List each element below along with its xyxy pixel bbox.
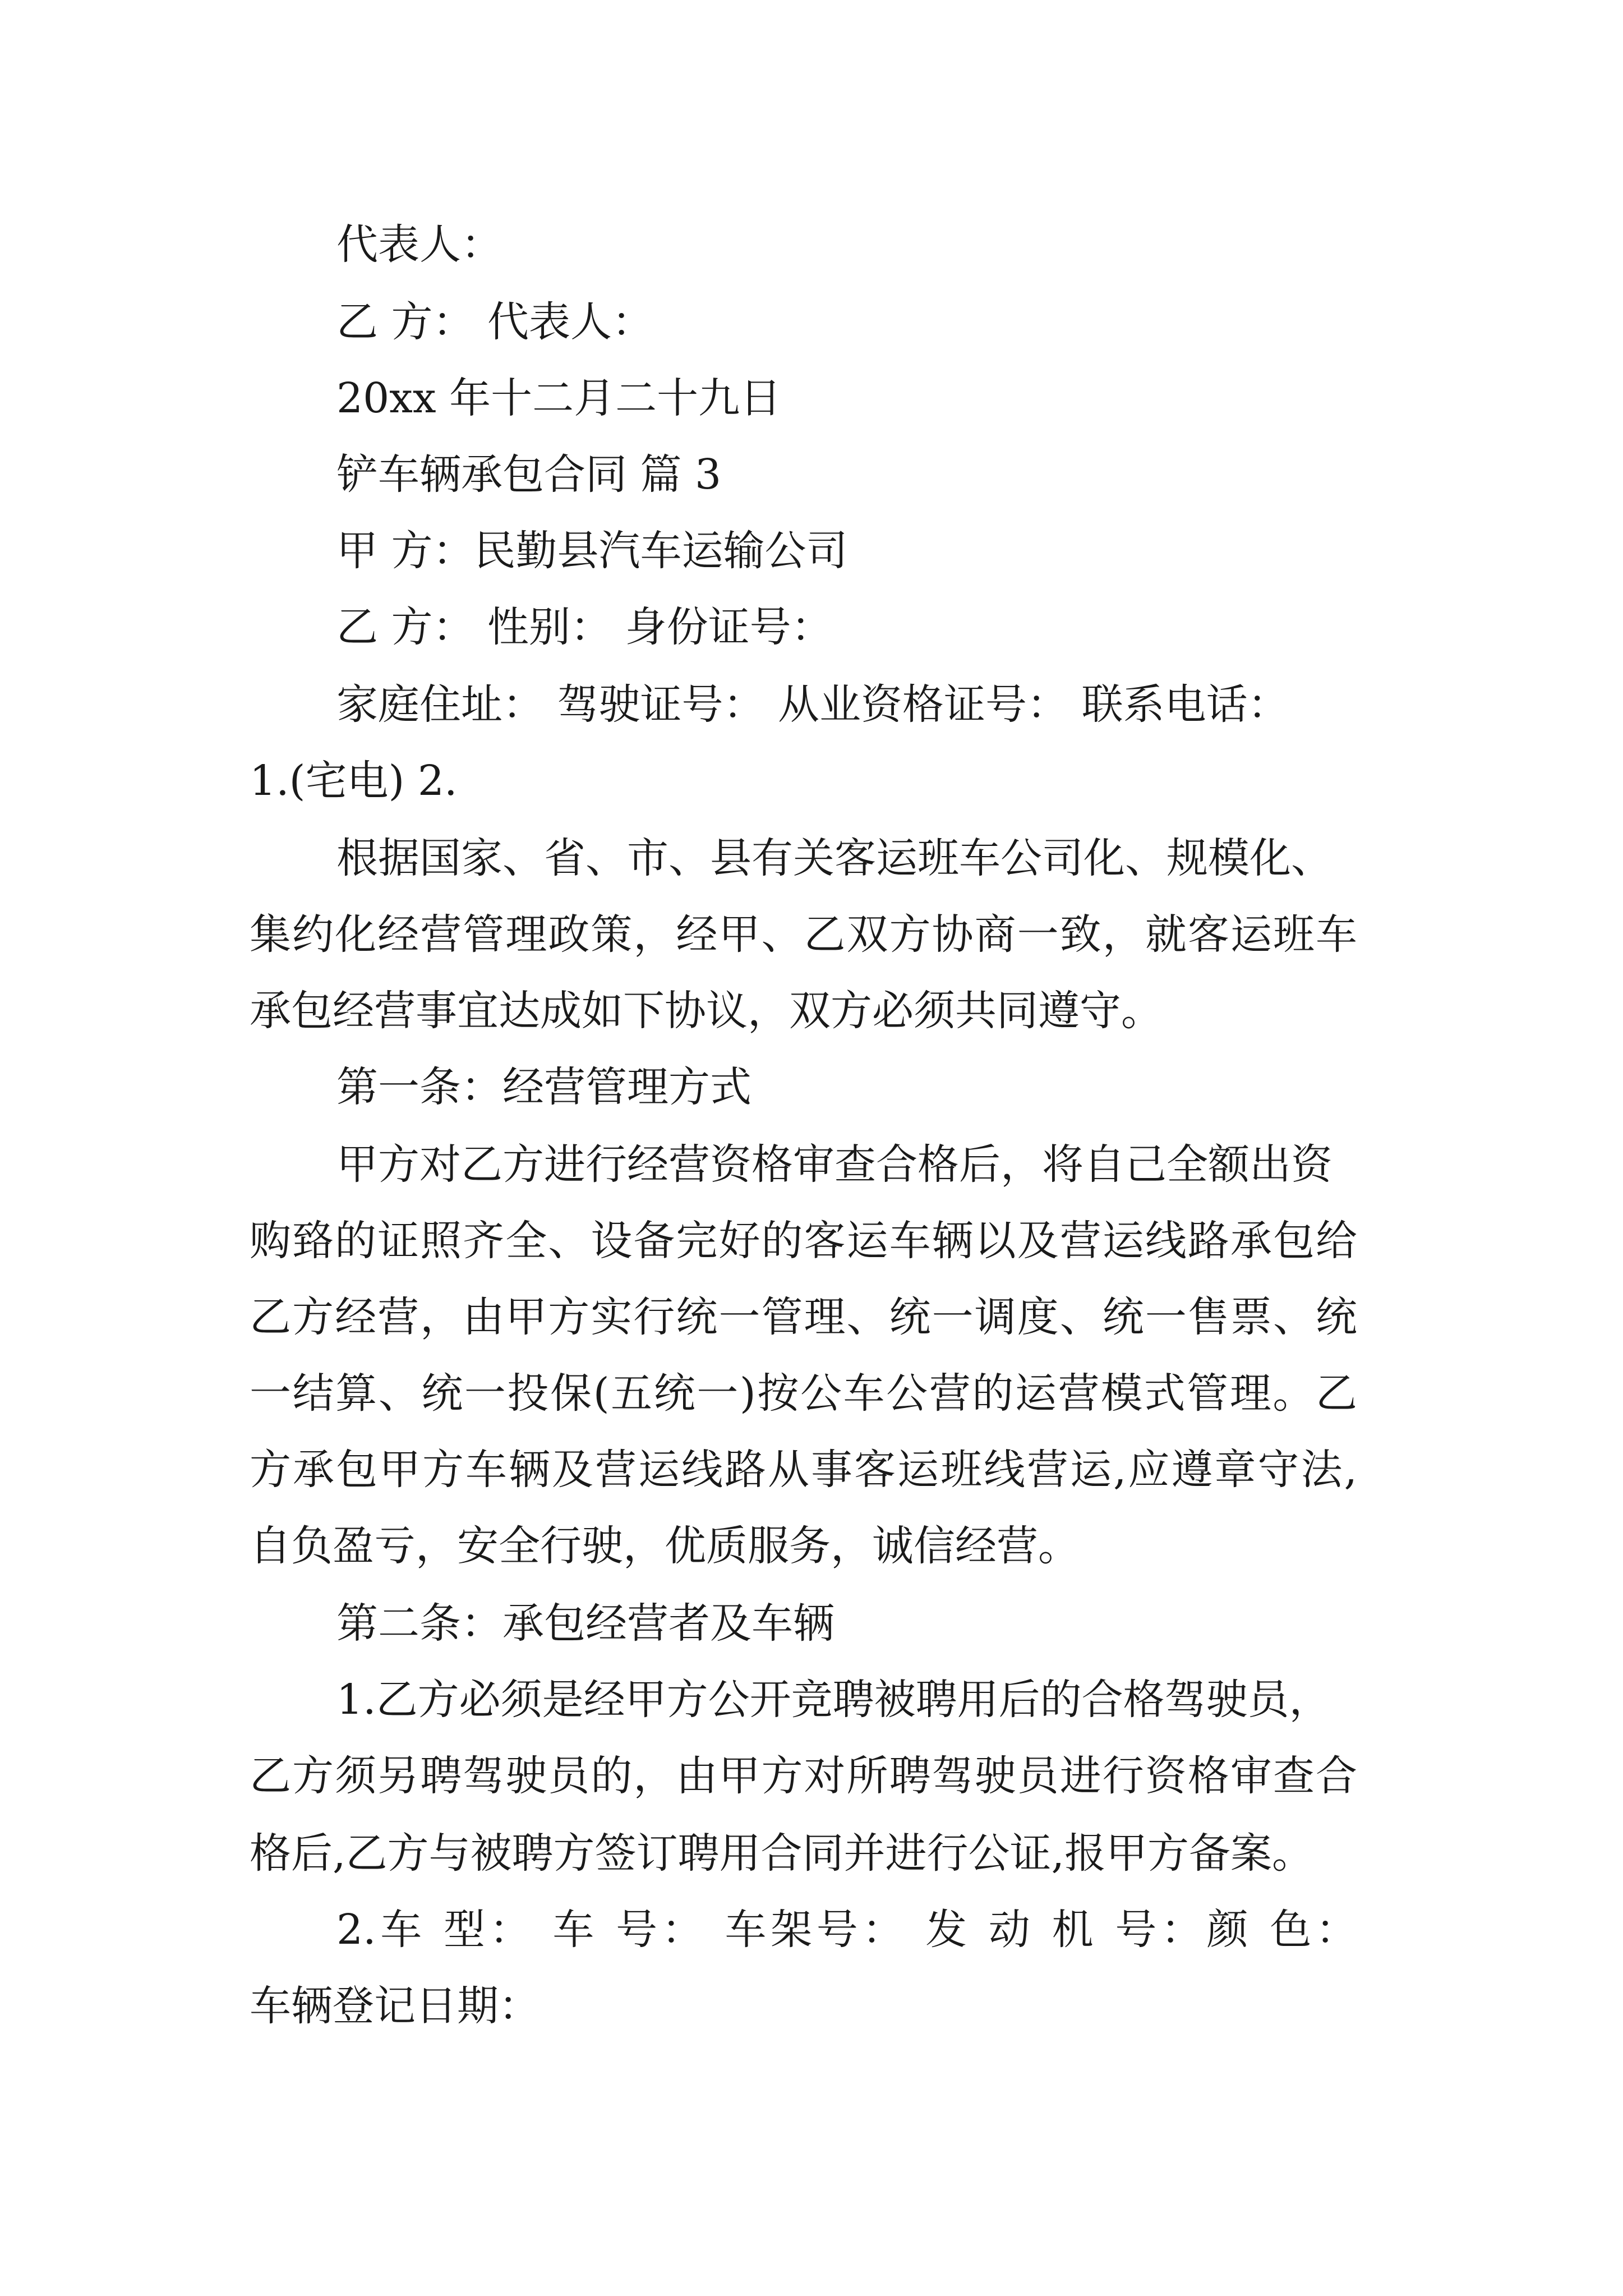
article-2-heading: 第二条：承包经营者及车辆 <box>336 1599 834 1648</box>
article-1-line-1: 甲方对乙方进行经营资格审查合格后，将自己全额出资 <box>336 1140 1332 1189</box>
party-a-line: 甲 方：民勤县汽车运输公司 <box>336 527 848 575</box>
party-b-representative-line: 乙 方： 代表人： <box>336 298 654 346</box>
article-2-item-1-line-2: 乙方须另聘驾驶员的，由甲方对所聘驾驶员进行资格审查合 <box>250 1752 1357 1800</box>
article-1-heading: 第一条：经营管理方式 <box>336 1063 751 1111</box>
date-line: 20xx 年十二月二十九日 <box>336 374 782 422</box>
paragraph-intro-line-2: 集约化经营管理政策，经甲、乙双方协商一致，就客运班车 <box>250 910 1357 959</box>
article-1-line-5: 方承包甲方车辆及营运线路从事客运班线营运,应遵章守法, <box>250 1446 1357 1494</box>
paragraph-intro-line-1: 根据国家、省、市、县有关客运班车公司化、规模化、 <box>336 834 1332 882</box>
contract-title: 铲车辆承包合同 篇 3 <box>336 450 722 499</box>
article-1-line-4: 一结算、统一投保(五统一)按公车公营的运营模式管理。乙 <box>250 1369 1357 1418</box>
article-2-item-2-line-2: 车辆登记日期： <box>250 1982 540 2030</box>
article-2-item-1-line-1: 1.乙方必须是经甲方公开竞聘被聘用后的合格驾驶员， <box>336 1676 1331 1724</box>
address-license-line: 家庭住址： 驾驶证号： 从业资格证号： 联系电话： <box>336 680 1289 729</box>
paragraph-intro-line-3: 承包经营事宜达成如下协议，双方必须共同遵守。 <box>250 987 1163 1035</box>
article-2-item-1-line-3: 格后,乙方与被聘方签订聘用合同并进行公证,报甲方备案。 <box>250 1829 1314 1878</box>
phone-line: 1.(宅电) 2. <box>250 757 458 805</box>
representative-line: 代表人： <box>336 220 502 269</box>
article-1-line-3: 乙方经营，由甲方实行统一管理、统一调度、统一售票、统 <box>250 1293 1357 1341</box>
article-2-item-2-line-1: 2.车 型： 车 号： 车架号： 发 动 机 号：颜 色： <box>336 1906 1357 1954</box>
article-1-line-6: 自负盈亏，安全行驶，优质服务，诚信经营。 <box>250 1522 1080 1570</box>
party-b-line: 乙 方： 性别： 身份证号： <box>336 603 833 651</box>
article-1-line-2: 购臵的证照齐全、设备完好的客运车辆以及营运线路承包给 <box>250 1217 1357 1265</box>
